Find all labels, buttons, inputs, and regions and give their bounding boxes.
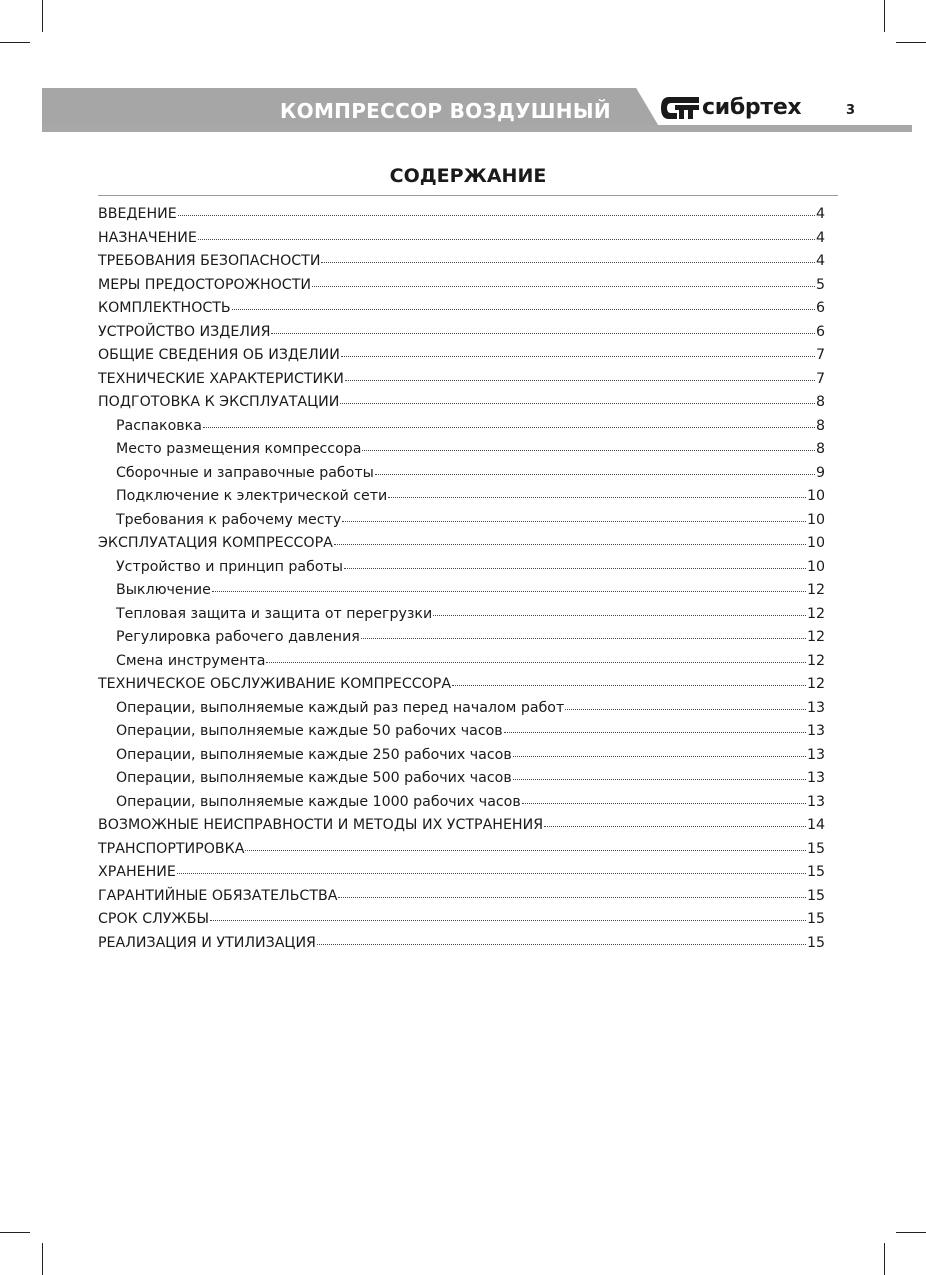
toc-subentry[interactable]	[98, 626, 825, 650]
toc-entry-label: НАЗНАЧЕНИЕ	[98, 229, 197, 246]
toc-subentry[interactable]	[98, 556, 825, 580]
toc-entry-page: 15	[806, 840, 825, 857]
toc-entry[interactable]	[98, 532, 825, 556]
toc-leader	[375, 473, 815, 475]
crop-mark-bottom-left-h	[0, 1232, 30, 1233]
crop-mark-bottom-left-v	[42, 1243, 43, 1275]
toc-leader	[266, 661, 805, 663]
crop-mark-top-left-h	[0, 42, 30, 43]
toc-entry-page: 6	[815, 323, 825, 340]
toc-entry-label: Тепловая защита и защита от перегрузки	[116, 605, 433, 622]
toc-leader	[210, 919, 806, 921]
toc-entry-label: УСТРОЙСТВО ИЗДЕЛИЯ	[98, 323, 271, 340]
toc-entry-page: 4	[815, 229, 825, 246]
toc-entry-label: ТЕХНИЧЕСКОЕ ОБСЛУЖИВАНИЕ КОМПРЕССОРА	[98, 676, 452, 692]
toc-entry-page: 10	[806, 488, 825, 504]
toc-subentry[interactable]	[98, 438, 825, 462]
toc-entry-page: 7	[815, 347, 825, 363]
toc-subentry[interactable]	[98, 603, 825, 627]
toc-entry-label: Регулировка рабочего давления	[116, 629, 360, 645]
toc-entry-page: 12	[806, 676, 825, 692]
toc-leader	[544, 825, 806, 827]
toc-leader	[513, 755, 806, 757]
toc-entry[interactable]	[98, 885, 825, 909]
toc-entry-page: 13	[806, 770, 825, 786]
toc-leader	[232, 308, 815, 310]
toc-entry-page: 8	[815, 441, 825, 457]
crop-mark-top-left-v	[42, 0, 43, 32]
toc-entry-page: 14	[806, 817, 825, 833]
toc-entry[interactable]	[98, 297, 825, 321]
toc-leader	[388, 496, 806, 498]
toc-entry-label: Устройство и принцип работы	[116, 558, 343, 575]
crop-mark-top-right-v	[884, 0, 885, 32]
toc-entry[interactable]	[98, 274, 825, 298]
toc-entry-page: 15	[806, 864, 825, 880]
toc-leader	[271, 332, 815, 334]
toc-leader	[178, 214, 815, 216]
toc-subentry[interactable]	[98, 767, 825, 791]
toc-entry-label: Операции, выполняемые каждые 500 рабочих часов	[116, 770, 512, 786]
toc-entry-page: 13	[806, 723, 825, 739]
toc-subentry[interactable]	[98, 720, 825, 744]
toc-leader	[177, 872, 806, 874]
toc-list	[98, 203, 825, 955]
toc-entry-label: Выключение	[116, 582, 211, 598]
toc-entry-page: 7	[815, 370, 825, 387]
brand-name: сибртех	[702, 95, 802, 120]
toc-entry[interactable]	[98, 368, 825, 392]
toc-leader	[334, 543, 806, 545]
toc-entry[interactable]	[98, 861, 825, 885]
brand-logo-icon	[661, 97, 699, 119]
toc-entry-label: Место размещения компрессора	[116, 441, 362, 457]
toc-leader	[362, 449, 814, 451]
toc-entry-page: 4	[815, 206, 825, 222]
toc-entry-label: КОМПЛЕКТНОСТЬ	[98, 300, 231, 316]
toc-leader	[340, 402, 815, 404]
toc-entry[interactable]	[98, 203, 825, 227]
toc-entry-label: ПОДГОТОВКА К ЭКСПЛУАТАЦИИ	[98, 394, 340, 410]
toc-leader	[342, 520, 806, 522]
toc-entry-label: МЕРЫ ПРЕДОСТОРОЖНОСТИ	[98, 276, 311, 293]
toc-leader	[522, 802, 806, 804]
toc-entry[interactable]	[98, 391, 825, 415]
toc-entry-page: 8	[815, 417, 825, 434]
document-title: КОМПРЕССОР ВОЗДУШНЫЙ	[280, 99, 611, 123]
toc-subentry[interactable]	[98, 697, 825, 721]
toc-entry-page: 13	[806, 699, 825, 716]
toc-title: СОДЕРЖАНИЕ	[389, 165, 547, 187]
toc-subentry[interactable]	[98, 485, 825, 509]
page-number: 3	[846, 103, 856, 118]
toc-subentry[interactable]	[98, 744, 825, 768]
toc-entry[interactable]	[98, 932, 825, 956]
toc-entry-page: 6	[815, 300, 825, 316]
toc-entry-label: Операции, выполняемые каждые 250 рабочих часов	[116, 746, 512, 763]
toc-entry[interactable]	[98, 344, 825, 368]
toc-entry-page: 10	[806, 535, 825, 551]
toc-leader	[198, 238, 815, 240]
toc-leader	[312, 285, 815, 287]
toc-entry-label: ГАРАНТИЙНЫЕ ОБЯЗАТЕЛЬСТВА	[98, 887, 338, 904]
toc-entry-page: 8	[815, 394, 825, 410]
toc-entry-label: Сборочные и заправочные работы	[116, 464, 374, 481]
toc-entry[interactable]	[98, 673, 825, 697]
toc-entry-label: Распаковка	[116, 417, 202, 434]
toc-entry-page: 10	[806, 558, 825, 575]
brand-logo	[661, 95, 801, 121]
toc-entry[interactable]	[98, 250, 825, 274]
toc-subentry[interactable]	[98, 791, 825, 815]
toc-entry-page: 13	[806, 793, 825, 810]
toc-entry-page: 4	[815, 253, 825, 269]
toc-subentry[interactable]	[98, 509, 825, 533]
toc-leader	[433, 614, 806, 616]
toc-leader	[504, 731, 806, 733]
toc-entry-page: 13	[806, 746, 825, 763]
toc-entry-label: ТРАНСПОРТИРОВКА	[98, 840, 245, 857]
toc-entry-label: Подключение к электрической сети	[116, 488, 388, 504]
toc-entry[interactable]	[98, 227, 825, 251]
crop-mark-bottom-right-v	[884, 1243, 885, 1275]
toc-entry-page: 12	[806, 582, 825, 598]
toc-entry-label: РЕАЛИЗАЦИЯ И УТИЛИЗАЦИЯ	[98, 934, 316, 951]
toc-leader	[344, 567, 806, 569]
toc-entry-page: 9	[815, 464, 825, 481]
toc-entry[interactable]	[98, 838, 825, 862]
toc-entry-page: 15	[806, 911, 825, 927]
toc-leader	[565, 708, 806, 710]
toc-entry[interactable]	[98, 814, 825, 838]
toc-leader	[203, 426, 815, 428]
toc-entry-label: Смена инструмента	[116, 652, 266, 669]
toc-entry-label: Операции, выполняемые каждые 50 рабочих часов	[116, 723, 503, 739]
toc-entry-page: 15	[806, 934, 825, 951]
toc-subentry[interactable]	[98, 579, 825, 603]
toc-leader	[513, 778, 806, 780]
toc-leader	[321, 261, 815, 263]
toc-leader	[345, 379, 815, 381]
toc-entry-label: ОБЩИЕ СВЕДЕНИЯ ОБ ИЗДЕЛИИ	[98, 347, 340, 363]
toc-entry-label: ХРАНЕНИЕ	[98, 864, 176, 880]
toc-entry-label: ЭКСПЛУАТАЦИЯ КОМПРЕССОРА	[98, 535, 333, 551]
toc-leader	[338, 896, 805, 898]
toc-divider	[98, 195, 838, 196]
toc-subentry[interactable]	[98, 650, 825, 674]
toc-leader	[245, 849, 806, 851]
toc-entry-label: ВВЕДЕНИЕ	[98, 206, 177, 222]
toc-entry-page: 12	[806, 605, 825, 622]
crop-mark-top-right-h	[896, 42, 926, 43]
toc-entry-label: ТРЕБОВАНИЯ БЕЗОПАСНОСТИ	[98, 253, 321, 269]
toc-entry-label: Операции, выполняемые каждый раз перед началом работ	[116, 699, 565, 716]
toc-leader	[361, 637, 806, 639]
toc-entry-label: ТЕХНИЧЕСКИЕ ХАРАКТЕРИСТИКИ	[98, 370, 344, 387]
toc-entry-label: Операции, выполняемые каждые 1000 рабочих часов	[116, 793, 521, 810]
toc-subentry[interactable]	[98, 462, 825, 486]
toc-leader	[317, 943, 806, 945]
toc-entry-page: 10	[806, 511, 825, 528]
toc-entry[interactable]	[98, 321, 825, 345]
toc-leader	[212, 590, 806, 592]
toc-entry-page: 12	[806, 629, 825, 645]
toc-entry-page: 15	[806, 887, 825, 904]
toc-subentry[interactable]	[98, 415, 825, 439]
toc-leader	[452, 684, 806, 686]
toc-leader	[341, 355, 815, 357]
crop-mark-bottom-right-h	[896, 1232, 926, 1233]
toc-entry-page: 12	[806, 652, 825, 669]
toc-entry-label: ВОЗМОЖНЫЕ НЕИСПРАВНОСТИ И МЕТОДЫ ИХ УСТРАНЕНИЯ	[98, 817, 544, 833]
toc-entry-label: Требования к рабочему месту	[116, 511, 342, 528]
toc-entry-page: 5	[815, 276, 825, 293]
toc-entry[interactable]	[98, 908, 825, 932]
toc-entry-label: СРОК СЛУЖБЫ	[98, 911, 209, 927]
